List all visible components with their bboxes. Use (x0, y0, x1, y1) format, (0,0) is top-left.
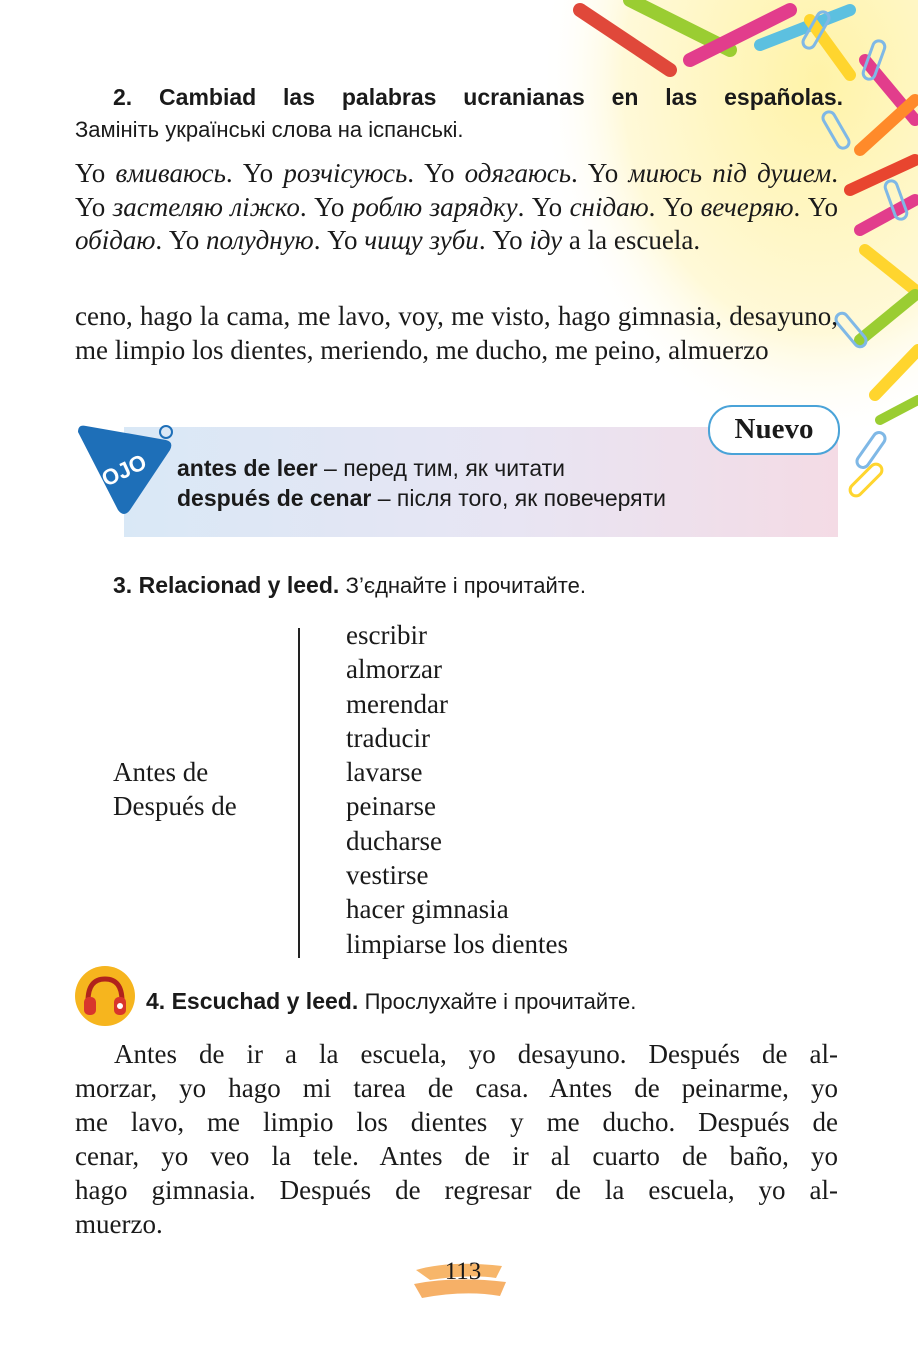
exercise-2-title (113, 84, 843, 111)
exercise-2-title-ua: Замініть українські слова на іспанські. (75, 117, 464, 142)
exercise-4-title (146, 988, 636, 1015)
exercise-3-title-ua: З’єднайте і прочитайте. (345, 573, 586, 598)
match-right-item: peinarse (346, 791, 436, 822)
match-right-item: vestirse (346, 860, 429, 891)
ojo-item-2-ua: – після того, як повечеряти (377, 485, 667, 511)
match-right-item: lavarse (346, 757, 423, 788)
exercise-4-text (75, 1037, 838, 1241)
ojo-item-1-es: antes de leer (177, 455, 318, 481)
match-left-item: Antes de (113, 757, 209, 787)
headphones-icon[interactable] (74, 965, 136, 1027)
ojo-badge-icon (74, 418, 184, 518)
reading-line: me lavo, me limpio los dientes y me ducho. Después de (75, 1107, 838, 1137)
exercise-3-title-es: Relacionad y leed. (138, 572, 340, 598)
match-left-column (113, 755, 237, 824)
match-right-item: almorzar (346, 654, 442, 685)
exercise-3-title (113, 572, 586, 599)
page-number: 113 (444, 1258, 482, 1285)
match-right-item: ducharse (346, 825, 442, 856)
exercise-2-title-es: Cambiad las palabras ucranianas en las españolas. (159, 84, 844, 110)
exercise-2-number: 2. (113, 84, 133, 110)
match-right-column (346, 618, 568, 961)
ojo-item-2 (177, 483, 666, 513)
reading-line: hago gimnasia. Después de regresar de la escuela, yo al- (75, 1175, 838, 1205)
reading-line: cenar, yo veo la tele. Antes de ir al cuarto de baño, yo (75, 1141, 838, 1171)
reading-line: muerzo. (75, 1209, 163, 1239)
match-right-item: merendar (346, 688, 448, 719)
reading-line: morzar, yo hago mi tarea de casa. Antes de peinarme, yo (75, 1073, 838, 1103)
match-right-item: traducir (346, 722, 430, 753)
exercise-2-sentences: Yo вмиваюсь. Yo розчісуюсь. Yo одягаюсь. Yo миюсь під душем. Yo застеляю ліжко. Yo роблю зарядку. Yo снідаю. Yo вечеряю. Yo обідаю. Yo полудную. Yo чищу зуби. Yo іду a la escuela. (75, 158, 839, 255)
exercise-4-number: 4. (146, 988, 166, 1014)
exercise-3-number: 3. (113, 572, 133, 598)
match-right-item: limpiarse los dientes (346, 928, 568, 959)
ojo-item-1-ua: – перед тим, як читати (324, 455, 566, 481)
match-divider (298, 628, 300, 958)
exercise-2-word-bank: ceno, hago la cama, me lavo, voy, me visto, hago gimnasia, desayuno, me limpio los dientes, meriendo, me ducho, me peino, almuerzo (75, 301, 838, 365)
exercise-4-title-ua: Прослухайте і прочитайте. (364, 989, 637, 1014)
nuevo-label: Nuevo (708, 405, 840, 455)
ojo-item-2-es: después de cenar (177, 485, 372, 511)
match-right-item: hacer gimnasia (346, 894, 509, 925)
ojo-badge-label: OJO (97, 449, 151, 492)
match-right-item: escribir (346, 620, 427, 650)
reading-line: Antes de ir a la escuela, yo desayuno. Después de al- (114, 1039, 838, 1069)
match-left-item: Después de (113, 791, 237, 822)
exercise-4-title-es: Escuchad y leed. (171, 988, 359, 1014)
ojo-item-1 (177, 453, 565, 483)
